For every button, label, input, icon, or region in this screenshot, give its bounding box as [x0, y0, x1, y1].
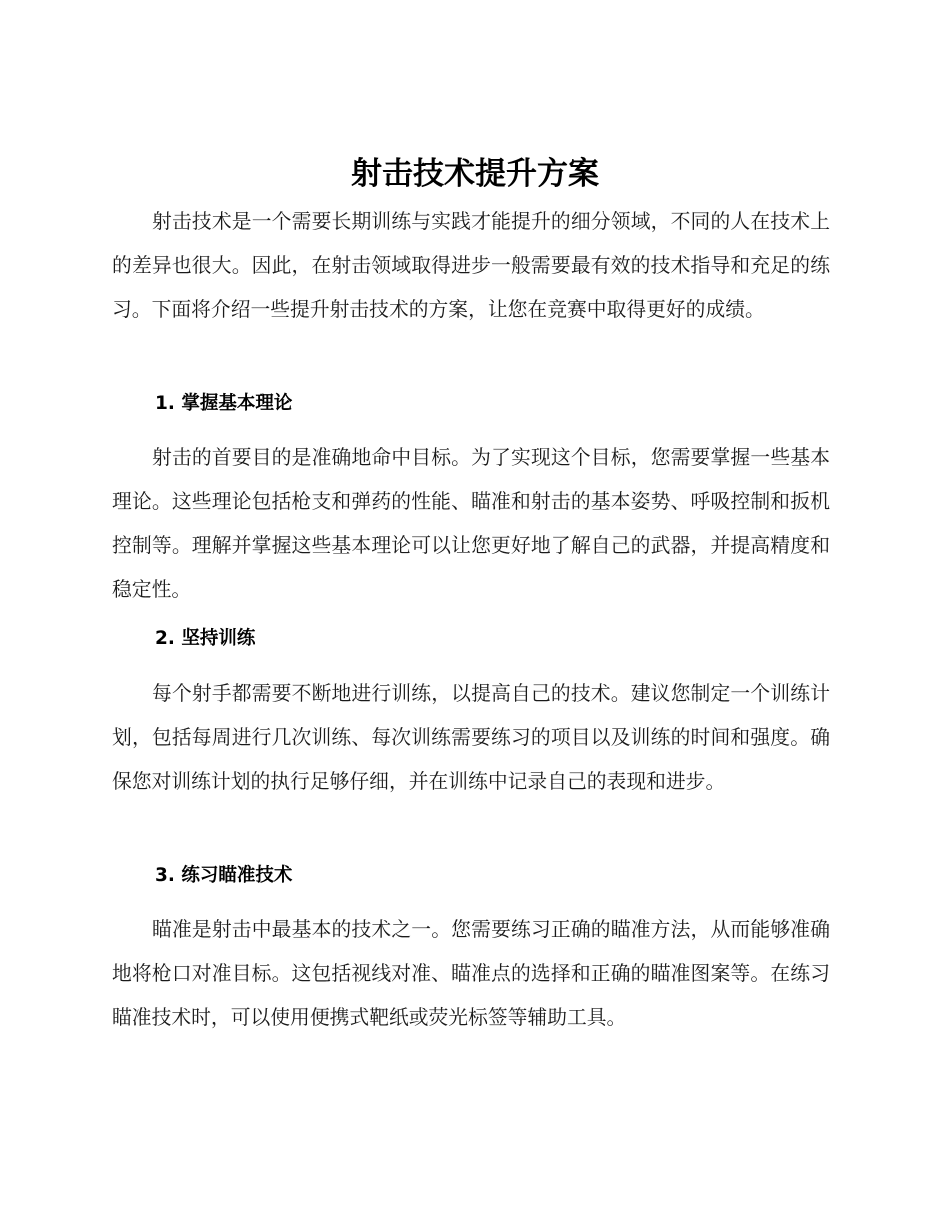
section-heading-aiming-technique: 3. 练习瞄准技术: [155, 865, 293, 886]
section-body-persistent-training: 每个射手都需要不断地进行训练，以提高自己的技术。建议您制定一个训练计划，包括每周进行几次训练、每次训练需要练习的项目以及训练的时间和强度。确保您对训练计划的执行足够仔细，并在训练中记录自己的表现和进步。: [112, 682, 830, 793]
section-heading-persistent-training: 2. 坚持训练: [155, 628, 256, 649]
section-body-basic-theory: 射击的首要目的是准确地命中目标。为了实现这个目标，您需要掌握一些基本理论。这些理论包括枪支和弹药的性能、瞄准和射击的基本姿势、呼吸控制和扳机控制等。理解并掌握这些基本理论可以让您更好地了解自己的武器，并提高精度和稳定性。: [112, 446, 830, 601]
section-heading-basic-theory: 1. 掌握基本理论: [155, 393, 293, 414]
intro-paragraph: 射击技术是一个需要长期训练与实践才能提升的细分领域，不同的人在技术上的差异也很大。因此，在射击领域取得进步一般需要最有效的技术指导和充足的练习。下面将介绍一些提升射击技术的方案，让您在竞赛中取得更好的成绩。: [112, 210, 830, 321]
section-body-aiming-technique: 瞄准是射击中最基本的技术之一。您需要练习正确的瞄准方法，从而能够准确地将枪口对准目标。这包括视线对准、瞄准点的选择和正确的瞄准图案等。在练习瞄准技术时，可以使用便携式靶纸或荧光标签等辅助工具。: [112, 918, 830, 1029]
document-title: 射击技术提升方案: [351, 156, 599, 192]
